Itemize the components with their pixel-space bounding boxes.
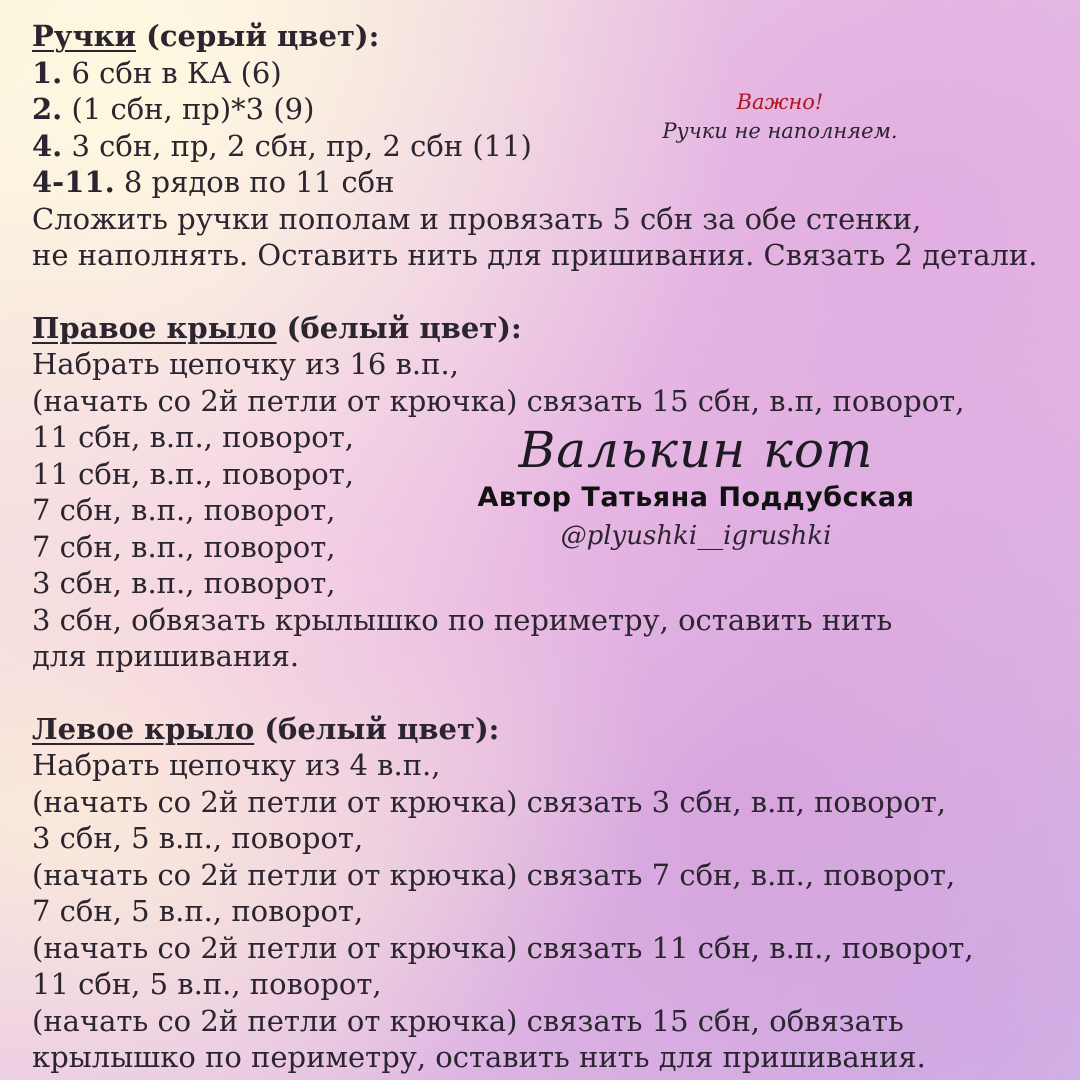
left-wing-line-8: (начать со 2й петли от крючка) связать 15 сбн, обвязать: [32, 1003, 904, 1038]
section-gap: [32, 274, 1062, 310]
heading-left-wing-name: Левое крыло: [32, 711, 255, 746]
handles-row-1: 1. 6 сбн в КА (6): [32, 55, 282, 90]
left-wing-line-1: Набрать цепочку из 4 в.п.,: [32, 748, 441, 782]
handles-row-3: 4. 3 сбн, пр, 2 сбн, пр, 2 сбн (11): [32, 128, 532, 163]
right-wing-line-8: 3 сбн, обвязать крылышко по периметру, оставить нить: [32, 602, 893, 637]
note-important-label: Важно!: [736, 90, 824, 114]
right-wing-line-6: 7 сбн, в.п., поворот,: [32, 529, 336, 564]
left-wing-line-5: 7 сбн, 5 в.п., поворот,: [32, 894, 364, 928]
handles-instruction-1: Сложить ручки пополам и провязать 5 сбн за обе стенки,: [32, 201, 922, 236]
right-wing-line-9: для пришивания.: [32, 639, 300, 673]
right-wing-line-7: 3 сбн, в.п., поворот,: [32, 566, 336, 600]
heading-handles-color: (серый цвет):: [136, 19, 380, 53]
handles-row-4: 4-11. 8 рядов по 11 сбн: [32, 165, 395, 199]
logo-handle: @plyushki__igrushki: [560, 521, 832, 551]
handles-instruction-2: не наполнять. Оставить нить для пришивания. Связать 2 детали.: [32, 238, 1038, 272]
note-text: Ручки не наполняем.: [662, 119, 898, 143]
right-wing-line-1: Набрать цепочку из 16 в.п.,: [32, 347, 459, 381]
left-wing-line-4: (начать со 2й петли от крючка) связать 7 сбн, в.п., поворот,: [32, 857, 956, 892]
right-wing-line-3: 11 сбн, в.п., поворот,: [32, 420, 354, 454]
left-wing-line-7: 11 сбн, 5 в.п., поворот,: [32, 967, 382, 1001]
handles-row-2: 2. (1 сбн, пр)*3 (9): [32, 92, 315, 126]
logo-author: Автор Татьяна Поддубская: [477, 482, 915, 513]
heading-right-wing-color: (белый цвет):: [276, 310, 522, 345]
heading-handles-name: Ручки: [32, 19, 137, 53]
left-wing-line-6: (начать со 2й петли от крючка) связать 11 сбн, в.п., поворот,: [32, 930, 974, 965]
section-heading-handles: [32, 18, 1062, 55]
right-wing-line-2: (начать со 2й петли от крючка) связать 15 сбн, в.п, поворот,: [32, 383, 965, 418]
section-heading-right-wing: [32, 310, 1062, 347]
section-heading-left-wing: [32, 711, 1062, 748]
heading-right-wing-name: Правое крыло: [32, 310, 277, 345]
logo-title: Валькин кот: [518, 421, 874, 479]
left-wing-line-3: 3 сбн, 5 в.п., поворот,: [32, 821, 364, 855]
left-wing-line-9: крылышко по периметру, оставить нить для пришивания.: [32, 1040, 926, 1074]
author-logo: [456, 420, 936, 556]
right-wing-line-5: 7 сбн, в.п., поворот,: [32, 493, 336, 527]
right-wing-line-4: 11 сбн, в.п., поворот,: [32, 456, 354, 491]
important-note: [630, 88, 930, 146]
left-wing-line-2: (начать со 2й петли от крючка) связать 3 сбн, в.п, поворот,: [32, 784, 946, 819]
section-gap: [32, 675, 1062, 711]
heading-left-wing-color: (белый цвет):: [254, 711, 500, 746]
